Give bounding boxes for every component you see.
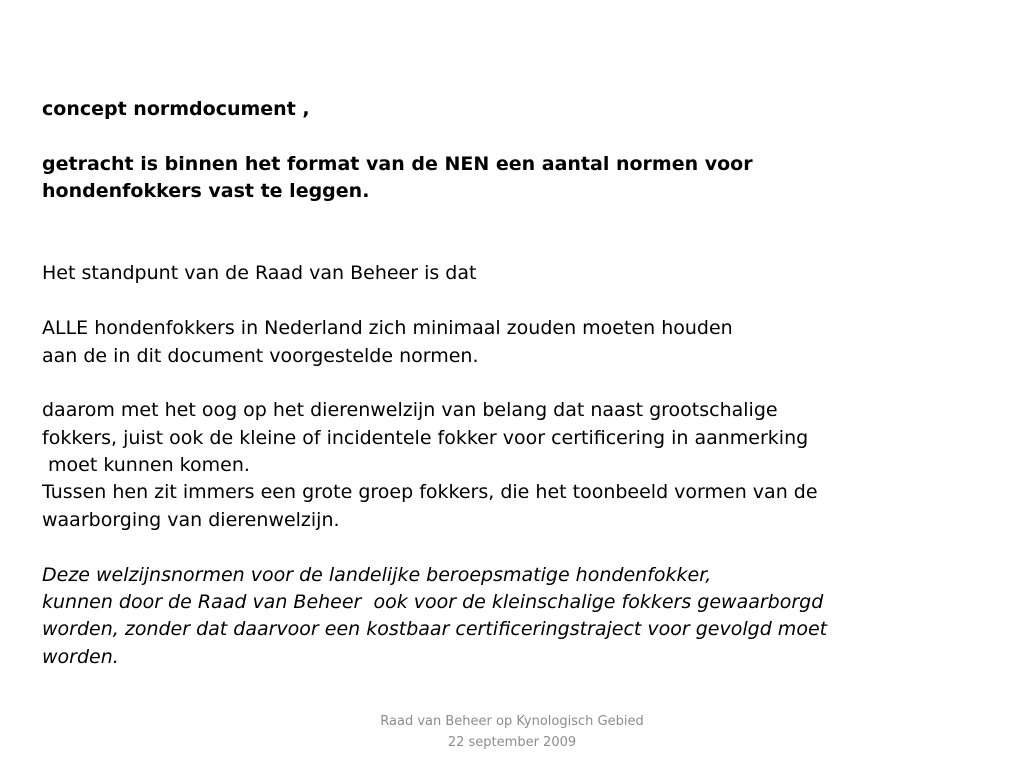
intro-text-line: hondenfokkers vast te leggen. — [42, 180, 370, 203]
closing-text-line: worden, zonder dat daarvoor een kostbaar certificeringstraject voor gevolgd moet — [42, 618, 828, 641]
footer-date: 22 september 2009 — [447, 735, 577, 750]
intro-text-line: getracht is binnen het format van de NEN een aantal normen voor — [42, 152, 753, 175]
spacer — [42, 288, 1002, 315]
standpoint-text: Het standpunt van de Raad van Beheer is dat — [42, 262, 477, 285]
welfare-text-line: fokkers, juist ook de kleine of incidentele fokker voor certificering in aanmerking — [42, 426, 809, 449]
spacer — [42, 534, 1002, 561]
closing-text-line: Deze welzijnsnormen voor de landelijke beroepsmatige hondenfokker, — [42, 563, 712, 586]
slide-footer — [0, 711, 1024, 753]
welfare-text-line: moet kunnen komen. — [42, 454, 250, 477]
group-text-line: Tussen hen zit immers een grote groep fokkers, die het toonbeeld vormen van de — [42, 481, 818, 504]
group-text-line: waarborging van dierenwelzijn. — [42, 508, 340, 531]
spacer — [42, 370, 1002, 397]
footer-organization: Raad van Beheer op Kynologisch Gebied — [380, 714, 644, 729]
slide-content — [42, 96, 1002, 671]
closing-text-line: worden. — [42, 645, 119, 668]
spacer — [42, 123, 1002, 150]
welfare-text-line: daarom met het oog op het dierenwelzijn van belang dat naast grootschalige — [42, 399, 778, 422]
spacer — [42, 206, 1002, 261]
closing-text-line: kunnen door de Raad van Beheer ook voor de kleinschalige fokkers gewaarborgd — [42, 591, 824, 614]
norm-text-line: ALLE hondenfokkers in Nederland zich minimaal zouden moeten houden — [42, 317, 733, 340]
slide-title: concept normdocument , — [42, 98, 310, 120]
norm-text-line: aan de in dit document voorgestelde normen. — [42, 344, 479, 367]
